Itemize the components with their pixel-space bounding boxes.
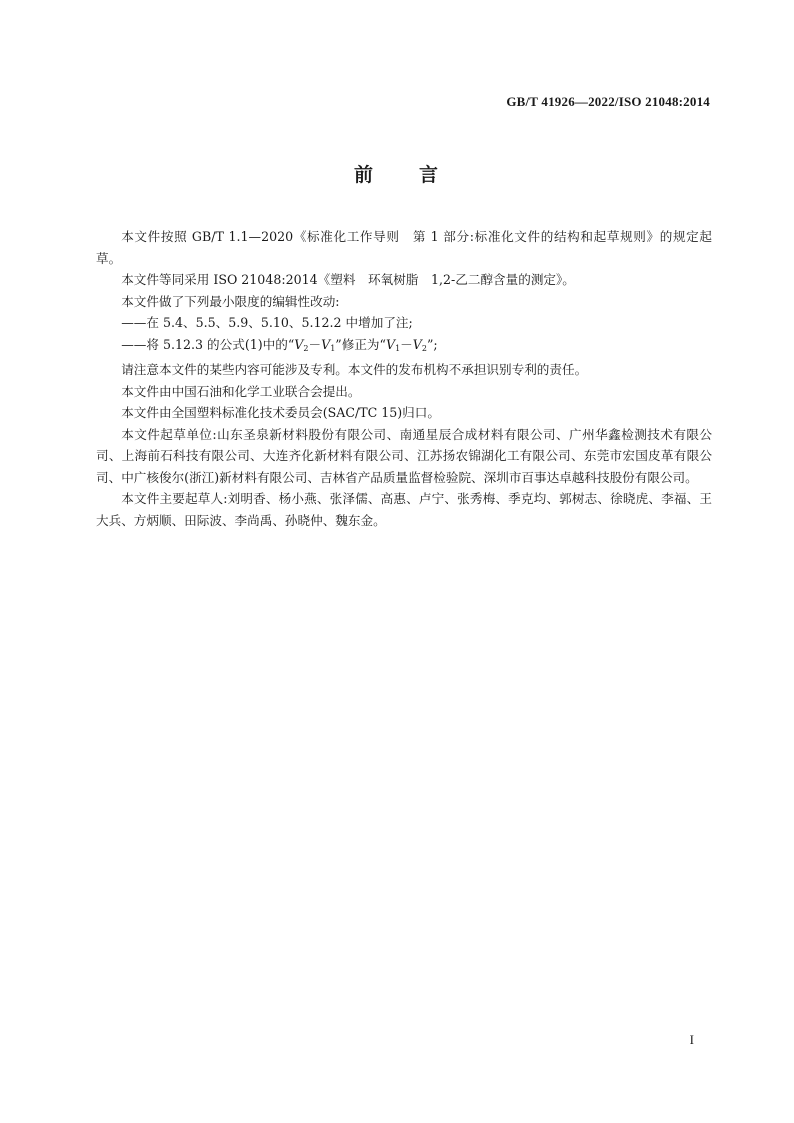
page-title [0, 160, 794, 187]
formula-v2-a: V [294, 336, 304, 352]
formula-minus-b: － [400, 336, 413, 352]
paragraph-editorial-changes: 本文件做了下列最小限度的编辑性改动: [121, 293, 340, 309]
paragraph-committee: 本文件由全国塑料标准化技术委员会(SAC/TC 15)归口。 [121, 405, 440, 420]
paragraph-patent-notice: 请注意本文件的某些内容可能涉及专利。本文件的发布机构不承担识别专利的责任。 [121, 362, 588, 377]
page-number: I [689, 1032, 694, 1047]
formula-middle: ”修正为“ [335, 336, 386, 352]
formula-suffix: ”; [426, 336, 438, 352]
paragraph-drafting-units: 本文件起草单位:山东圣泉新材料股份有限公司、南通星辰合成材料有限公司、广州华鑫检测技术有限公司、上海前石科技有限公司、大连齐化新材料有限公司、江苏扬农锦湖化工有限公司、东莞市宏国皮革有限公司、中广核俊尔(浙江)新材料有限公司、吉林省产品质量监督检验院、深圳市百事达卓越科技股份有限公司。 [96, 426, 712, 485]
page-title-char-2: 言 [419, 164, 441, 186]
standard-code: GB/T 41926—2022/ISO 21048:2014 [506, 94, 710, 109]
page-title-char-1: 前 [353, 164, 375, 186]
formula-sub-2-b: 2 [421, 343, 427, 353]
formula-prefix: ——将 5.12.3 的公式(1)中的“ [121, 336, 295, 352]
formula-v1-a: V [321, 336, 331, 352]
paragraph-drafters: 本文件主要起草人:刘明香、杨小燕、张泽儒、高惠、卢宁、张秀梅、季克均、郭树志、徐晓虎、李福、王大兵、方炳顺、田际波、李尚禹、孙晓仲、魏东金。 [96, 491, 712, 528]
formula-sub-2-a: 2 [303, 343, 309, 353]
formula-v1-b: V [385, 336, 396, 352]
paragraph-change-formula [96, 334, 712, 360]
paragraph-proposer: 本文件由中国石油和化学工业联合会提出。 [121, 383, 361, 399]
formula-v2-b: V [412, 336, 422, 352]
paragraph-adoption: 本文件等同采用 ISO 21048:2014《塑料 环氧树脂 1,2-乙二醇含量的测定》。 [121, 272, 575, 287]
formula-minus-a: － [308, 336, 322, 352]
formula-sub-1-a: 1 [330, 343, 336, 353]
paragraph-drafting-rules: 本文件按照 GB/T 1.1—2020《标准化工作导则 第 1 部分:标准化文件的结构和起草规则》的规定起草。 [96, 229, 712, 266]
foreword-body [96, 226, 712, 531]
formula-sub-1-b: 1 [395, 343, 401, 353]
paragraph-change-notes: ——在 5.4、5.5、5.9、5.10、5.12.2 中增加了注; [121, 315, 413, 330]
